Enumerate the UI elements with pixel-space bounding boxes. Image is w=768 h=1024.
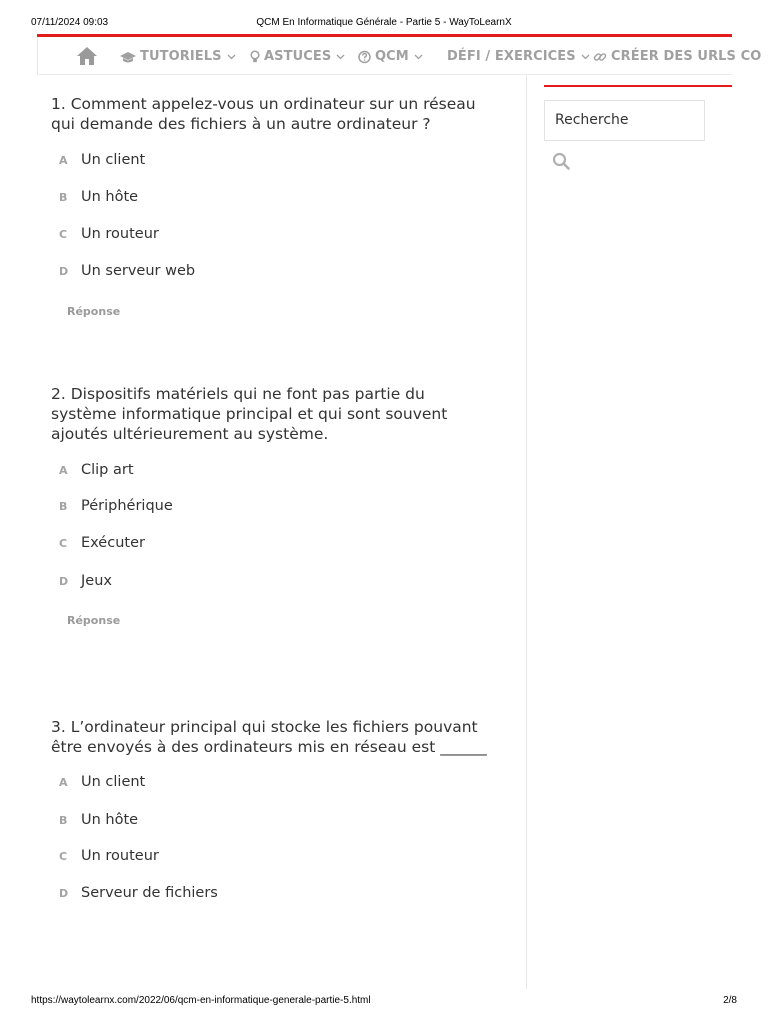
answer-option[interactable] [59, 226, 159, 242]
home-icon[interactable] [76, 46, 98, 66]
nav-item-label: QCM [375, 49, 409, 64]
reponse-toggle[interactable]: Réponse [67, 614, 121, 627]
chevron-down-icon [336, 53, 345, 61]
nav-item-label: CRÉER DES URLS CO [611, 49, 762, 64]
answer-option[interactable] [59, 848, 159, 864]
question-line: 2. Dispositifs matériels qui ne font pas partie du [51, 385, 425, 403]
search-input[interactable]: Recherche [544, 100, 705, 141]
answer-text: Un serveur web [81, 263, 196, 279]
answer-letter: A [59, 464, 68, 477]
graduation-cap-icon [120, 50, 136, 64]
answer-text: Un routeur [81, 848, 159, 864]
question-line: 3. L’ordinateur principal qui stocke les fichiers pouvant [51, 718, 478, 736]
answer-option[interactable] [59, 189, 138, 205]
nav-item-defi-exercices[interactable] [447, 49, 590, 64]
nav-item-label: DÉFI / EXERCICES [447, 49, 576, 64]
answer-option[interactable] [59, 885, 218, 901]
question-circle-icon [358, 50, 371, 64]
answer-letter: B [59, 814, 68, 827]
content-sidebar-divider [526, 75, 527, 989]
answer-letter: B [59, 191, 68, 204]
lightbulb-icon [250, 50, 260, 64]
answer-letter: C [59, 537, 68, 550]
answer-option[interactable] [59, 462, 134, 478]
answer-text: Un hôte [81, 189, 139, 205]
question-1-text [51, 94, 511, 134]
chevron-down-icon [227, 53, 236, 61]
answer-letter: A [59, 154, 68, 167]
reponse-toggle[interactable]: Réponse [67, 305, 121, 318]
answer-letter: D [59, 887, 69, 900]
print-header [31, 17, 737, 31]
answer-option[interactable] [59, 263, 195, 279]
answer-text: Exécuter [81, 535, 145, 551]
answer-option[interactable] [59, 498, 173, 514]
nav-item-astuces[interactable] [250, 49, 345, 64]
answer-letter: D [59, 575, 69, 588]
answer-letter: C [59, 850, 68, 863]
answer-option[interactable] [59, 573, 112, 589]
answer-text: Clip art [81, 462, 134, 478]
answer-option[interactable] [59, 152, 145, 168]
print-page-number: 2/8 [723, 995, 737, 1006]
answer-text: Un routeur [81, 226, 159, 242]
print-url: https://waytolearnx.com/2022/06/qcm-en-informatique-generale-partie-5.html [31, 995, 371, 1006]
print-date: 07/11/2024 09:03 [31, 17, 109, 28]
answer-text: Périphérique [81, 498, 173, 514]
nav-item-tutoriels[interactable] [120, 49, 236, 64]
search-icon[interactable] [552, 152, 570, 170]
answer-option[interactable] [59, 812, 138, 828]
question-line: être envoyés à des ordinateurs mis en réseau est ______ [51, 738, 487, 756]
main-navbar [37, 37, 762, 75]
print-footer [31, 995, 737, 1009]
question-line: ajoutés ultérieurement au système. [51, 425, 329, 443]
chevron-down-icon [414, 53, 423, 61]
question-line: 1. Comment appelez-vous un ordinateur sur un réseau [51, 95, 476, 113]
nav-item-creer-des-urls[interactable] [593, 49, 761, 64]
answer-option[interactable] [59, 535, 145, 551]
answer-text: Un hôte [81, 812, 139, 828]
nav-item-qcm[interactable] [358, 49, 423, 64]
answer-text: Un client [81, 774, 146, 790]
link-icon [593, 50, 607, 64]
chevron-down-icon [581, 53, 590, 61]
sidebar-accent-line [544, 85, 732, 87]
print-title: QCM En Informatique Générale - Partie 5 - WayToLearnX [256, 17, 512, 28]
answer-option[interactable] [59, 774, 145, 790]
answer-letter: A [59, 776, 68, 789]
answer-text: Un client [81, 152, 146, 168]
answer-text: Jeux [81, 573, 112, 589]
question-3-text [51, 717, 511, 757]
answer-text: Serveur de fichiers [81, 885, 218, 901]
question-line: système informatique principal et qui sont souvent [51, 405, 448, 423]
question-2-text [51, 384, 511, 444]
answer-letter: C [59, 228, 68, 241]
nav-item-label: TUTORIELS [140, 49, 222, 64]
nav-item-label: ASTUCES [264, 49, 332, 64]
answer-letter: B [59, 500, 68, 513]
question-line: qui demande des fichiers à un autre ordinateur ? [51, 115, 431, 133]
answer-letter: D [59, 265, 69, 278]
